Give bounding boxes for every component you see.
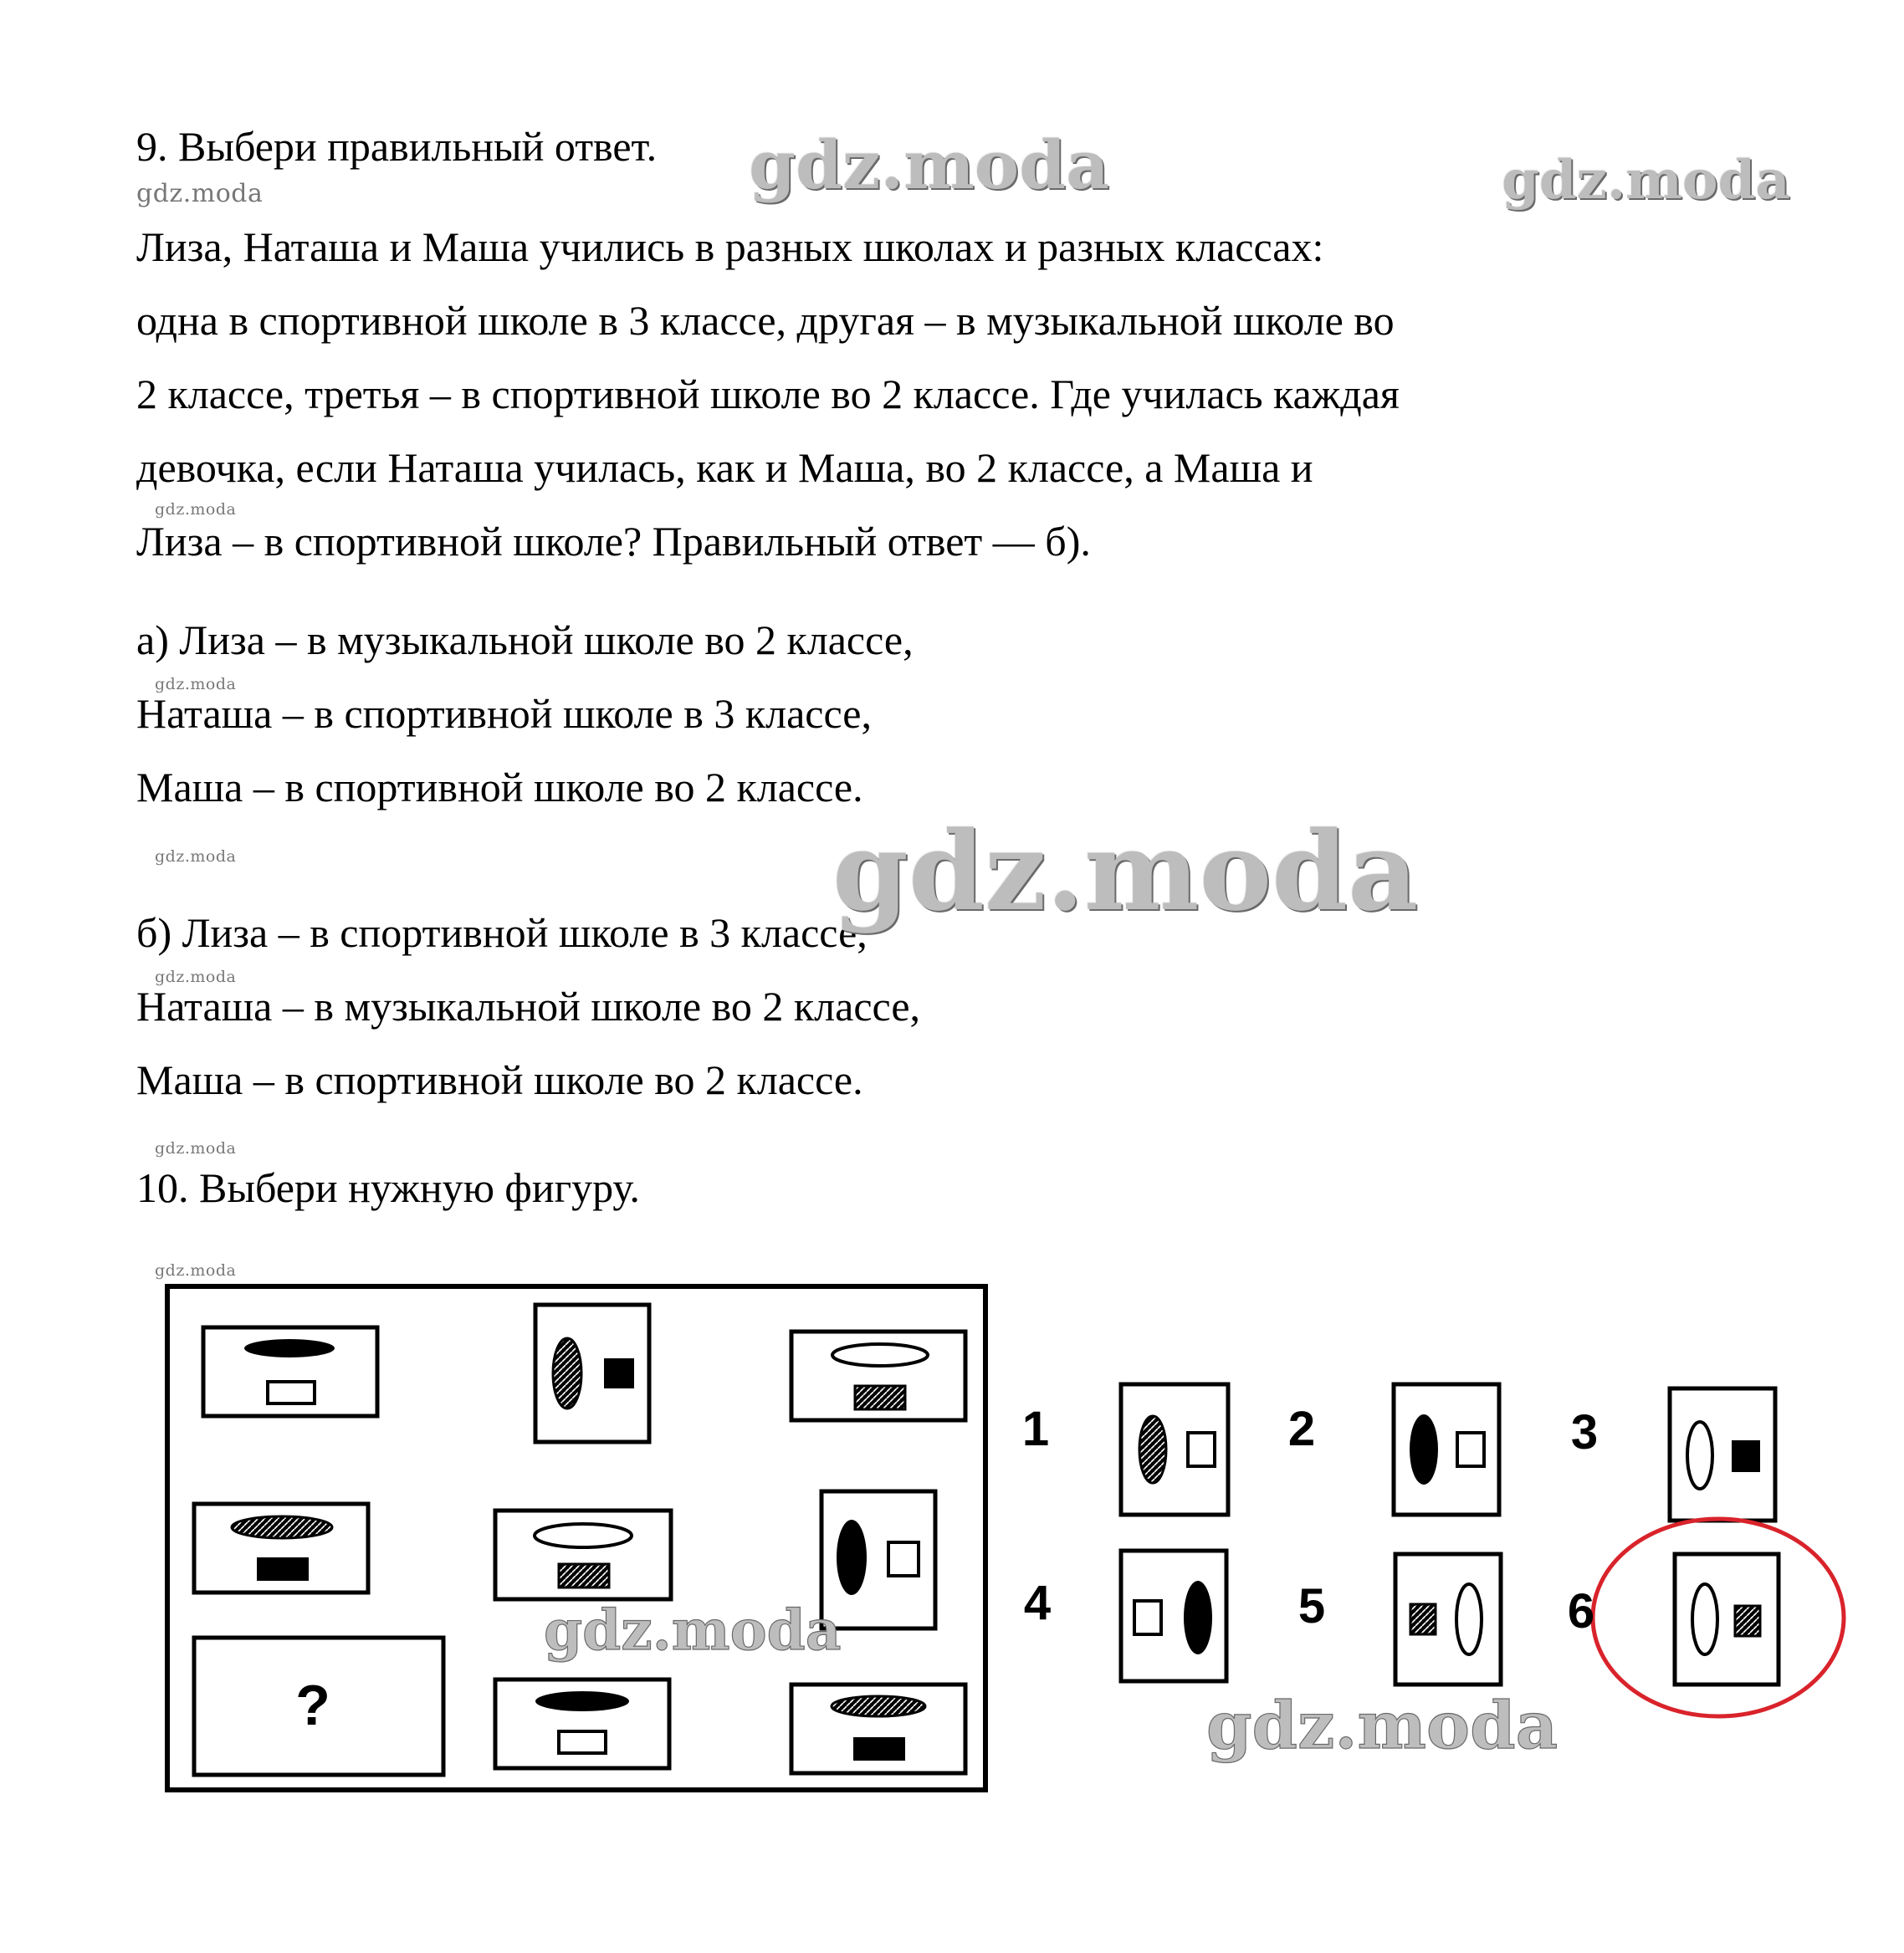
matrix-cell [203,1327,377,1416]
empty-square-shape [1134,1601,1161,1634]
watermark-small: gdz.moda [155,847,237,866]
filled-ellipse-shape [1410,1414,1438,1485]
choice-label-6: 6 [1567,1584,1595,1639]
choice-label-2: 2 [1287,1402,1316,1456]
choice-option-6[interactable] [1675,1554,1779,1685]
filled-square-shape [853,1737,905,1761]
patterned-square-shape [559,1564,609,1587]
patterned-ellipse-shape [553,1338,581,1409]
matrix-cell [791,1685,965,1773]
matrix-cell [194,1504,368,1593]
matrix-cell [535,1305,649,1442]
choice-label-4: 4 [1023,1576,1052,1630]
filled-ellipse-shape [535,1691,629,1711]
empty-square-shape [1457,1433,1484,1466]
patterned-square-shape [1735,1606,1760,1636]
empty-ellipse-shape [1456,1584,1482,1654]
watermark-large: gdz.moda [1206,1688,1559,1764]
question-mark: ? [295,1674,330,1737]
patterned-ellipse-shape [1139,1416,1166,1483]
watermark-small: gdz.moda [136,179,264,208]
filled-ellipse-shape [244,1339,335,1357]
matrix-cell [791,1332,965,1420]
watermark-small: gdz.moda [155,675,237,693]
watermark-large: gdz.moda [544,1598,842,1663]
option-a-line: Маша – в спортивной школе во 2 классе. [136,764,863,810]
watermark-large: gdz.moda [749,125,1109,204]
choice-option-2[interactable] [1394,1384,1499,1515]
choice-label-1: 1 [1021,1402,1050,1456]
watermark-large: gdz.moda [832,807,1419,935]
choice-option-3[interactable] [1670,1388,1775,1521]
option-b-line: Наташа – в музыкальной школе во 2 классе, [136,983,921,1030]
watermark-small: gdz.moda [155,1139,237,1158]
task10-title: 10. Выбери нужную фигуру. [136,1164,640,1211]
choice-option-1[interactable] [1121,1384,1228,1515]
patterned-ellipse-shape [232,1516,332,1538]
watermark-large: gdz.moda [1502,149,1790,212]
watermark-small: gdz.moda [155,1261,237,1280]
empty-square-shape [1188,1433,1215,1466]
choice-option-4[interactable] [1121,1551,1226,1681]
patterned-square-shape [1410,1604,1436,1634]
empty-ellipse-shape [832,1344,928,1366]
task9-text-line: Лиза – в спортивной школе? Правильный ответ — б). [136,518,1091,565]
filled-square-shape [257,1557,309,1581]
empty-square-shape [559,1731,606,1753]
patterned-ellipse-shape [832,1696,925,1716]
filled-ellipse-shape [837,1520,867,1595]
task9-text-line: одна в спортивной школе в 3 классе, другая – в музыкальной школе во [136,297,1395,344]
empty-ellipse-shape [1687,1422,1712,1489]
task9-title: 9. Выбери правильный ответ. [136,123,658,170]
task9-text-line: 2 классе, третья – в спортивной школе во 2 классе. Где училась каждая [136,371,1400,417]
choice-label-5: 5 [1297,1579,1326,1633]
option-b-line: Маша – в спортивной школе во 2 классе. [136,1056,863,1103]
watermark-small: gdz.moda [155,500,237,519]
patterned-square-shape [855,1386,905,1409]
empty-ellipse-shape [1692,1584,1717,1654]
choice-label-3: 3 [1570,1405,1599,1460]
option-a-line: а) Лиза – в музыкальной школе во 2 классе, [136,616,914,663]
empty-square-shape [888,1542,919,1576]
matrix-cell-question [194,1638,443,1775]
filled-square-shape [604,1358,634,1388]
option-a-line: Наташа – в спортивной школе в 3 классе, [136,690,872,737]
choice-option-5[interactable] [1395,1554,1501,1685]
empty-ellipse-shape [535,1524,632,1547]
filled-ellipse-shape [1184,1581,1212,1654]
option-b-line: б) Лиза – в спортивной школе в 3 классе, [136,909,868,956]
matrix-cell [495,1679,669,1768]
task9-text-line: девочка, если Наташа училась, как и Маша, во 2 классе, а Маша и [136,444,1313,491]
task9-text-line: Лиза, Наташа и Маша учились в разных школах и разных классах: [136,223,1324,270]
filled-square-shape [1732,1440,1760,1472]
matrix-cell [495,1511,671,1599]
watermark-small: gdz.moda [155,968,237,986]
empty-square-shape [268,1382,315,1403]
